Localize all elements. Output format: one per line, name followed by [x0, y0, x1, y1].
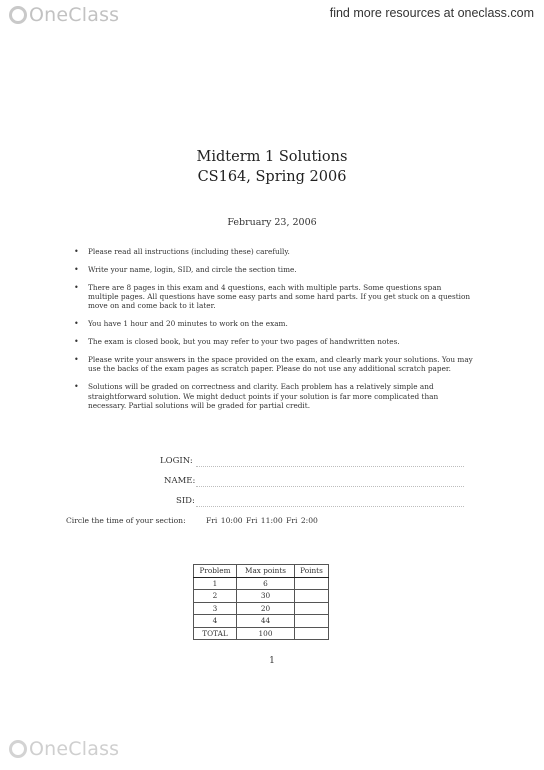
instruction-item: • Solutions will be graded on correctness and clarity. Each problem has a relatively simple and straightforward solution. We might deduct points if your solution is far more complicated than necessary. Partial solutions will be graded for partial credit.	[74, 382, 474, 410]
top-bar	[0, 0, 544, 30]
max-cell: 30	[237, 590, 295, 603]
footer-logo-text: OneClass	[29, 738, 120, 760]
name-label: NAME:	[164, 476, 196, 486]
table-total-row	[194, 627, 329, 640]
score-table	[193, 564, 329, 640]
table-row	[194, 602, 329, 615]
resources-link[interactable]: find more resources at oneclass.com	[329, 6, 534, 20]
max-cell: 44	[237, 615, 295, 628]
logo-text: OneClass	[29, 4, 120, 26]
instruction-item: • The exam is closed book, but you may refer to your two pages of handwritten notes.	[74, 337, 474, 346]
exam-course: CS164, Spring 2006	[197, 169, 347, 185]
table-row	[194, 615, 329, 628]
section-times: Fri 10:00 Fri 11:00 Fri 2:00	[206, 516, 318, 525]
problem-cell: 1	[194, 577, 237, 590]
login-field[interactable]	[196, 466, 464, 467]
sid-field[interactable]	[196, 506, 464, 507]
login-label: LOGIN:	[160, 456, 193, 466]
name-field[interactable]	[196, 486, 464, 487]
header-points: Points	[295, 565, 329, 578]
problem-cell: 2	[194, 590, 237, 603]
logo-ring-icon	[9, 6, 27, 24]
table-header-row	[194, 565, 329, 578]
instruction-item: • Please read all instructions (including these) carefully.	[74, 247, 474, 256]
instruction-item: • Write your name, login, SID, and circle the section time.	[74, 265, 474, 274]
footer-oneclass-logo[interactable]	[9, 738, 119, 760]
exam-date: February 23, 2006	[227, 217, 317, 228]
points-cell[interactable]	[295, 627, 329, 640]
instructions-list	[74, 247, 474, 419]
max-cell: 100	[237, 627, 295, 640]
points-cell[interactable]	[295, 577, 329, 590]
instruction-item: • Please write your answers in the space provided on the exam, and clearly mark your solutions. You may use the backs of the exam pages as scratch paper. Please do not use any additional scratch paper.	[74, 355, 474, 374]
sid-label: SID:	[176, 496, 195, 506]
points-cell[interactable]	[295, 615, 329, 628]
instruction-item: • You have 1 hour and 20 minutes to work on the exam.	[74, 319, 474, 328]
oneclass-logo[interactable]	[9, 4, 119, 26]
points-cell[interactable]	[295, 602, 329, 615]
max-cell: 20	[237, 602, 295, 615]
table-row	[194, 577, 329, 590]
exam-title: Midterm 1 Solutions	[196, 149, 348, 165]
header-problem: Problem	[194, 565, 237, 578]
points-cell[interactable]	[295, 590, 329, 603]
problem-cell: 4	[194, 615, 237, 628]
logo-ring-icon	[9, 740, 27, 758]
max-cell: 6	[237, 577, 295, 590]
problem-cell: 3	[194, 602, 237, 615]
header-max-points: Max points	[237, 565, 295, 578]
problem-cell: TOTAL	[194, 627, 237, 640]
table-row	[194, 590, 329, 603]
page-number: 1	[269, 656, 275, 666]
section-prompt: Circle the time of your section:	[66, 516, 186, 525]
instruction-item: • There are 8 pages in this exam and 4 questions, each with multiple parts. Some questions span multiple pages. All questions have some easy parts and some hard parts. If you get stuck on a question move on and come back to it later.	[74, 283, 474, 311]
